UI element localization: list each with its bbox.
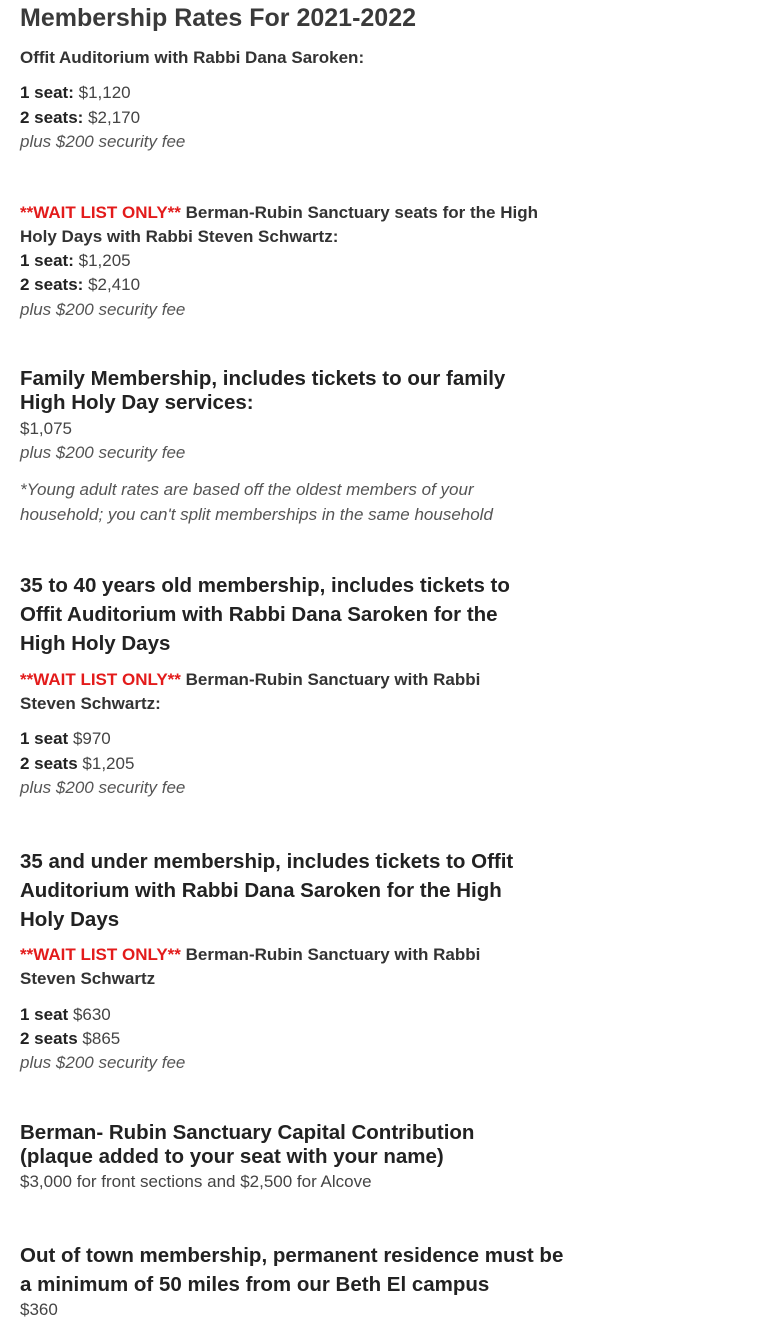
seat-price: $630 [72, 1005, 111, 1024]
berman-seat2 [20, 275, 140, 295]
seat-price: $2,410 [88, 275, 141, 294]
outoftown-price: $360 [20, 1300, 58, 1319]
seat-label: 1 seat: [20, 251, 74, 270]
seat-price: $1,120 [78, 83, 131, 102]
age35to40-seat2 [20, 754, 134, 774]
seat-label: 1 seat: [20, 83, 74, 102]
waitlist-badge: **WAIT LIST ONLY** [20, 670, 181, 689]
offit-seat2 [20, 108, 140, 128]
seat-price: $2,170 [88, 108, 141, 127]
berman-heading [20, 201, 540, 249]
waitlist-badge: **WAIT LIST ONLY** [20, 203, 181, 222]
berman-fee: plus $200 security fee [20, 300, 186, 319]
offit-seat1 [20, 83, 131, 103]
seat-label: 1 seat [20, 1005, 69, 1024]
berman-seat1 [20, 251, 131, 271]
outoftown-heading: Out of town membership, permanent residence must be a minimum of 50 miles from our Beth El campus [20, 1244, 564, 1296]
page-title: Membership Rates For 2021-2022 [20, 4, 417, 32]
seat-price: $970 [72, 729, 111, 748]
seat-label: 1 seat [20, 729, 69, 748]
under35-sub [20, 943, 540, 991]
under35-heading: 35 and under membership, includes tickets to Offit Auditorium with Rabbi Dana Saroken for the High Holy Days [20, 850, 514, 931]
capital-text: $3,000 for front sections and $2,500 for Alcove [20, 1172, 372, 1191]
family-note: *Young adult rates are based off the oldest members of your household; you can't split memberships in the same household [20, 480, 493, 524]
age35to40-heading: 35 to 40 years old membership, includes tickets to Offit Auditorium with Rabbi Dana Saroken for the High Holy Days [20, 574, 510, 655]
berman-heading-text: Berman-Rubin Sanctuary seats for the High Holy Days with Rabbi Steven Schwartz: [20, 203, 538, 246]
seat-label: 2 seats: [20, 275, 84, 294]
seat-label: 2 seats [20, 754, 78, 773]
seat-price: $1,205 [82, 754, 135, 773]
waitlist-badge: **WAIT LIST ONLY** [20, 945, 181, 964]
age35to40-seat1 [20, 729, 111, 749]
capital-heading: Berman- Rubin Sanctuary Capital Contribution (plaque added to your seat with your name) [20, 1121, 475, 1168]
offit-heading: Offit Auditorium with Rabbi Dana Saroken: [20, 48, 365, 67]
age35to40-sub-text: Berman-Rubin Sanctuary with Rabbi Steven Schwartz: [20, 670, 481, 713]
seat-price: $1,205 [78, 251, 131, 270]
age35to40-sub [20, 668, 540, 716]
offit-fee: plus $200 security fee [20, 132, 186, 151]
seat-price: $865 [82, 1029, 121, 1048]
under35-sub-text: Berman-Rubin Sanctuary with Rabbi Steven Schwartz [20, 945, 481, 988]
seat-label: 2 seats [20, 1029, 78, 1048]
family-heading: Family Membership, includes tickets to our family High Holy Day services: [20, 367, 506, 414]
age35to40-fee: plus $200 security fee [20, 778, 186, 797]
family-fee: plus $200 security fee [20, 443, 186, 462]
under35-seat2 [20, 1029, 120, 1049]
under35-seat1 [20, 1005, 111, 1025]
seat-label: 2 seats: [20, 108, 84, 127]
under35-fee: plus $200 security fee [20, 1053, 186, 1072]
family-price: $1,075 [20, 419, 72, 438]
